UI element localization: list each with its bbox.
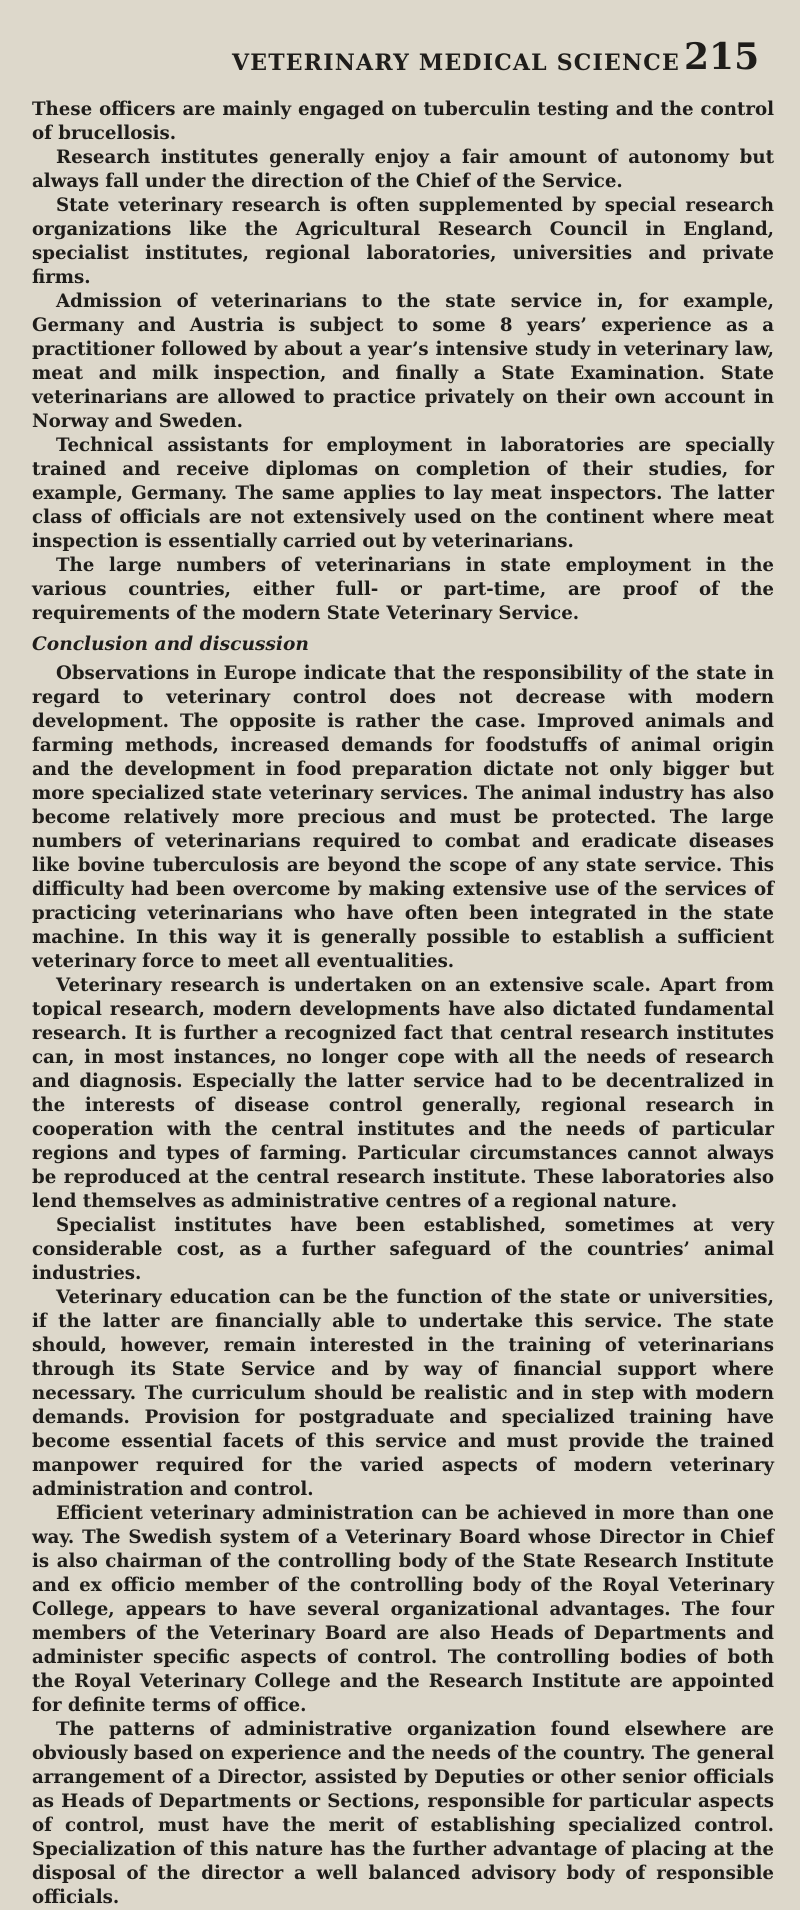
body-text <box>32 98 774 1910</box>
paragraph: State veterinary research is often supplemented by special research organizations like the Agricultural Research Council in England, specialist institutes, regional laboratories, universities and private firms. <box>32 195 774 288</box>
page-number: 215 <box>684 36 760 78</box>
running-title: VETERINARY MEDICAL SCIENCE <box>232 50 680 76</box>
paragraph: Specialist institutes have been established, sometimes at very considerable cost, as a further safeguard of the countries’ animal industries. <box>32 1215 774 1284</box>
paragraph: The large numbers of veterinarians in state employment in the various countries, either full- or part-time, are proof of the requirements of the modern State Veterinary Service. <box>32 555 774 624</box>
paragraph: Observations in Europe indicate that the responsibility of the state in regard to veterinary control does not decrease with modern development. The opposite is rather the case. Improved animals and farming methods, increased demands for foodstuffs of animal origin and the development in food preparation dictate not only bigger but more specialized state veterinary services. The animal industry has also become relatively more precious and must be protected. The large numbers of veterinarians required to combat and eradicate diseases like bovine tuberculosis are beyond the scope of any state service. This difficulty had been overcome by making extensive use of the services of practicing veterinarians who have often been integrated in the state machine. In this way it is generally possible to establish a sufficient veterinary force to meet all eventualities. <box>32 663 774 972</box>
section-heading: Conclusion and discussion <box>32 634 309 655</box>
paragraph: Veterinary research is undertaken on an extensive scale. Apart from topical research, modern developments have also dictated fundamental research. It is further a recognized fact that central research institutes can, in most instances, no longer cope with all the needs of research and diagnosis. Especially the latter service had to be decentralized in the interests of disease control generally, regional research in cooperation with the central institutes and the needs of particular regions and types of farming. Particular circumstances cannot always be reproduced at the central research institute. These laboratories also lend themselves as administrative centres of a regional nature. <box>32 975 774 1212</box>
paragraph: Admission of veterinarians to the state service in, for example, Germany and Austria is subject to some 8 years’ experience as a practitioner followed by about a year’s intensive study in veterinary law, meat and milk inspection, and finally a State Examination. State veterinarians are allowed to practice privately on their own account in Norway and Sweden. <box>32 291 774 432</box>
paragraph: Technical assistants for employment in laboratories are specially trained and receive diplomas on completion of their studies, for example, Germany. The same applies to lay meat inspectors. The latter class of officials are not extensively used on the continent where meat inspection is essentially carried out by veterinarians. <box>32 435 774 552</box>
running-head <box>0 34 800 84</box>
paragraph: These officers are mainly engaged on tuberculin testing and the control of brucellosis. <box>32 99 774 144</box>
paragraph: Efficient veterinary administration can be achieved in more than one way. The Swedish system of a Veterinary Board whose Director in Chief is also chairman of the controlling body of the State Research Institute and ex officio member of the controlling body of the Royal Veterinary College, appears to have several organizational advantages. The four members of the Veterinary Board are also Heads of Departments and administer specific aspects of control. The controlling bodies of both the Royal Veterinary College and the Research Institute are appointed for definite terms of office. <box>32 1503 774 1716</box>
paragraph: Veterinary education can be the function of the state or universities, if the latter are financially able to undertake this service. The state should, however, remain interested in the training of veterinarians through its State Service and by way of financial support where necessary. The curriculum should be realistic and in step with modern demands. Provision for postgraduate and specialized training have become essential facets of this service and must provide the trained manpower required for the varied aspects of modern veterinary administration and control. <box>32 1287 774 1500</box>
paragraph: The patterns of administrative organization found elsewhere are obviously based on experience and the needs of the country. The general arrangement of a Director, assisted by Deputies or other senior officials as Heads of Departments or Sections, responsible for particular aspects of control, must have the merit of establishing specialized control. Specialization of this nature has the further advantage of placing at the disposal of the director a well balanced advisory body of responsible officials. <box>32 1719 774 1908</box>
paragraph: Research institutes generally enjoy a fair amount of autonomy but always fall under the direction of the Chief of the Service. <box>32 147 774 192</box>
